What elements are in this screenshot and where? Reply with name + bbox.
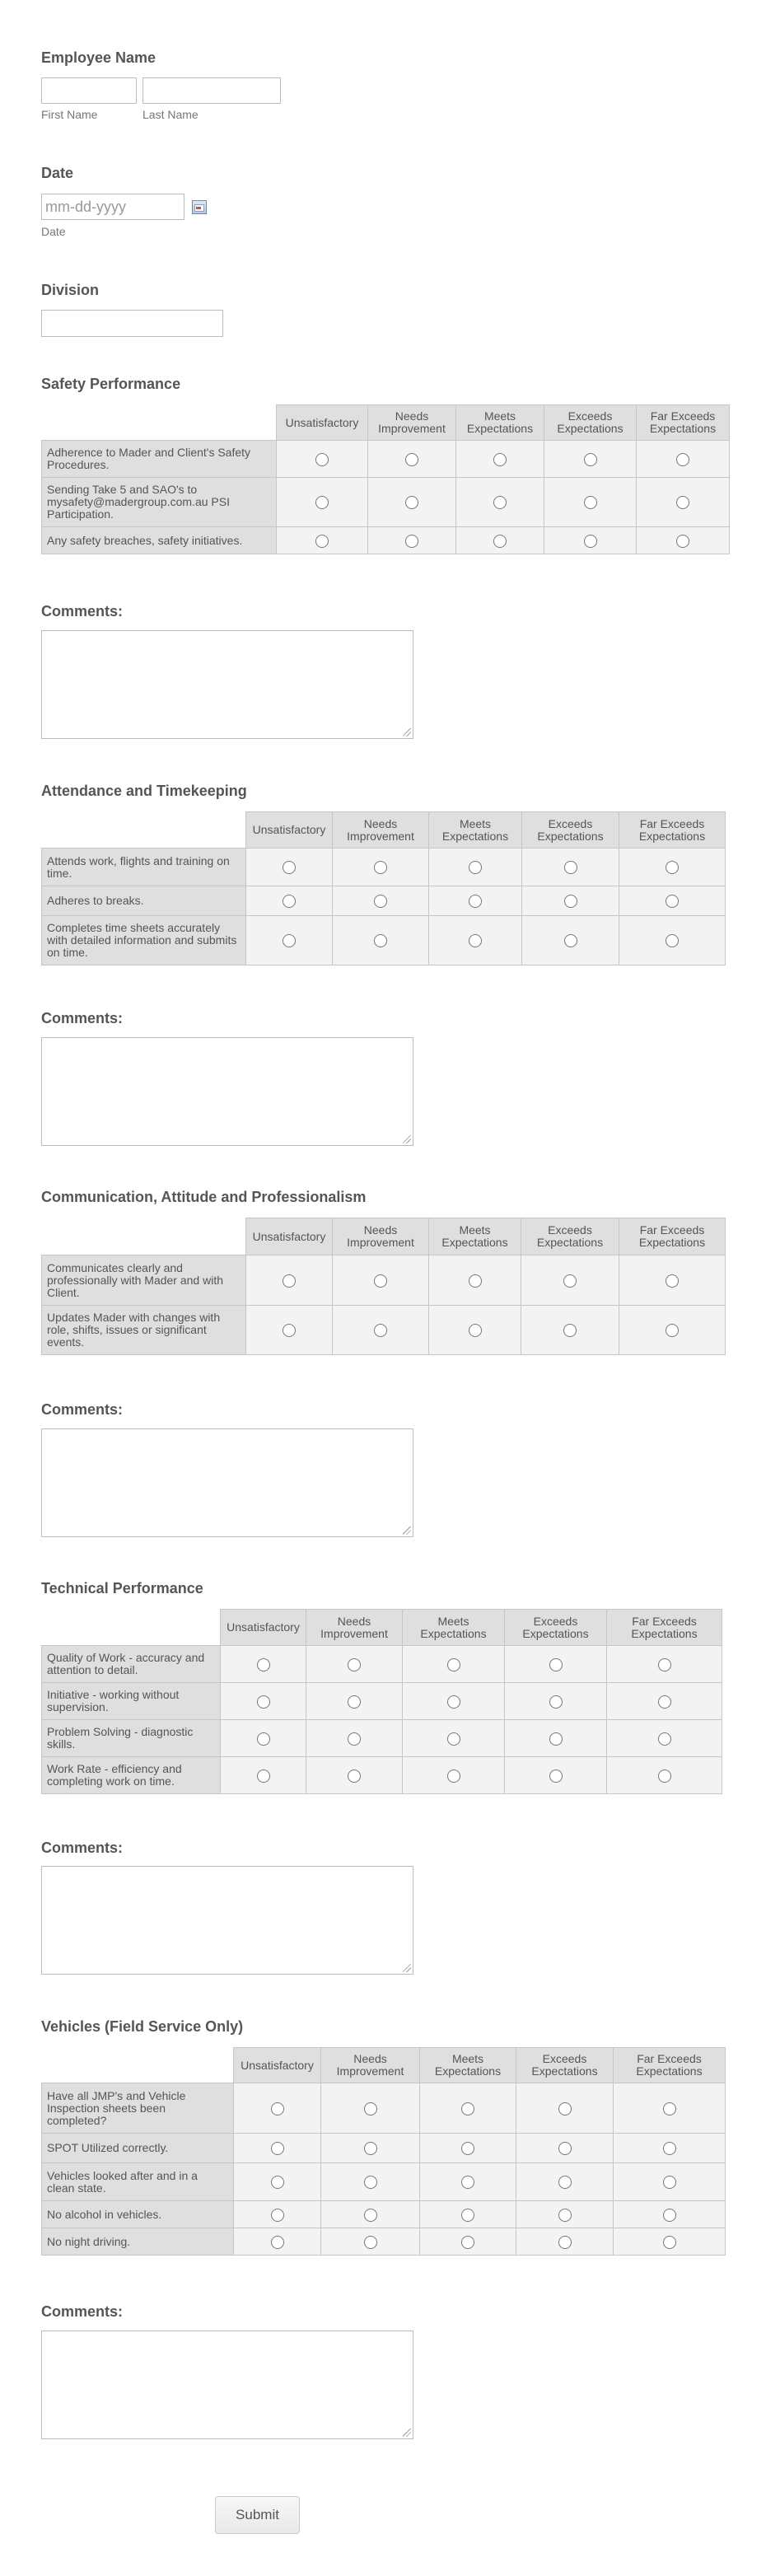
date-sublabel: Date xyxy=(41,225,66,238)
matrix-cell xyxy=(637,441,730,478)
rating-radio[interactable] xyxy=(663,2209,676,2222)
date-placeholder: mm-dd-yyyy xyxy=(45,199,126,215)
matrix-cell xyxy=(333,1255,429,1306)
matrix-row-label: SPOT Utilized correctly. xyxy=(42,2134,234,2163)
rating-radio[interactable] xyxy=(364,2209,377,2222)
matrix-column-header: Unsatisfactory xyxy=(221,1610,306,1646)
rating-radio[interactable] xyxy=(658,1770,671,1783)
matrix-cell xyxy=(522,886,619,916)
rating-radio[interactable] xyxy=(405,535,418,548)
matrix-cell xyxy=(607,1720,722,1757)
matrix-row xyxy=(42,2201,726,2228)
rating-matrix xyxy=(41,404,730,554)
matrix-cell xyxy=(544,527,637,554)
matrix-cell xyxy=(234,2134,321,2163)
matrix-row-label: Vehicles looked after and in a clean state. xyxy=(42,2163,234,2201)
rating-radio[interactable] xyxy=(271,2236,284,2249)
rating-radio[interactable] xyxy=(405,496,418,509)
matrix-cell xyxy=(403,1646,505,1683)
matrix-cell xyxy=(368,478,456,527)
matrix-corner xyxy=(42,2048,234,2083)
matrix-cell xyxy=(614,2228,726,2256)
matrix-cell xyxy=(614,2201,726,2228)
matrix-row xyxy=(42,478,730,527)
rating-radio[interactable] xyxy=(549,1732,563,1746)
section-title: Vehicles (Field Service Only) xyxy=(41,2018,244,2035)
matrix-cell xyxy=(246,849,333,886)
matrix-column-header: Far Exceeds Expectations xyxy=(637,405,730,441)
matrix-row-label: Sending Take 5 and SAO's to mysafety@madergroup.com.au PSI Participation. xyxy=(42,478,277,527)
rating-radio[interactable] xyxy=(493,453,507,466)
rating-radio[interactable] xyxy=(549,1770,563,1783)
matrix-column-header: Needs Improvement xyxy=(306,1610,403,1646)
matrix-column-header: Unsatisfactory xyxy=(277,405,368,441)
rating-radio[interactable] xyxy=(374,861,387,874)
matrix-row-label: No night driving. xyxy=(42,2228,234,2256)
matrix-cell xyxy=(619,1306,726,1355)
rating-radio[interactable] xyxy=(348,1770,361,1783)
matrix-cell xyxy=(221,1757,306,1794)
rating-radio[interactable] xyxy=(558,2142,572,2155)
rating-radio[interactable] xyxy=(348,1732,361,1746)
matrix-corner xyxy=(42,405,277,441)
rating-radio[interactable] xyxy=(666,934,679,947)
matrix-row-label: Updates Mader with changes with role, shifts, issues or significant events. xyxy=(42,1306,246,1355)
matrix-column-header: Exceeds Expectations xyxy=(522,812,619,849)
matrix-column-header: Unsatisfactory xyxy=(246,1218,333,1255)
matrix-cell xyxy=(306,1720,403,1757)
resize-grip-icon[interactable] xyxy=(403,2429,411,2437)
rating-radio[interactable] xyxy=(564,934,577,947)
matrix-cell xyxy=(521,1255,619,1306)
rating-radio[interactable] xyxy=(271,2209,284,2222)
rating-radio[interactable] xyxy=(374,1324,387,1337)
rating-radio[interactable] xyxy=(584,535,597,548)
matrix-column-header: Meets Expectations xyxy=(420,2048,516,2083)
section-title: Safety Performance xyxy=(41,376,181,392)
rating-radio[interactable] xyxy=(461,2209,474,2222)
rating-radio[interactable] xyxy=(447,1732,460,1746)
matrix-cell xyxy=(456,441,544,478)
matrix-cell xyxy=(221,1646,306,1683)
matrix-cell xyxy=(522,849,619,886)
matrix-cell xyxy=(306,1646,403,1683)
matrix-cell xyxy=(429,886,522,916)
matrix-cell xyxy=(516,2134,614,2163)
rating-radio[interactable] xyxy=(364,2176,377,2189)
matrix-row xyxy=(42,1646,722,1683)
matrix-row-label: Attends work, flights and training on time. xyxy=(42,849,246,886)
matrix-row-label: Adherence to Mader and Client's Safety Procedures. xyxy=(42,441,277,478)
first-name-input[interactable] xyxy=(41,77,137,104)
matrix-cell xyxy=(246,1255,333,1306)
matrix-cell xyxy=(403,1757,505,1794)
rating-radio[interactable] xyxy=(257,1770,270,1783)
matrix-row xyxy=(42,1255,726,1306)
rating-radio[interactable] xyxy=(461,2236,474,2249)
rating-radio[interactable] xyxy=(658,1658,671,1671)
matrix-row-label: Have all JMP's and Vehicle Inspection sheets been completed? xyxy=(42,2083,234,2134)
rating-radio[interactable] xyxy=(658,1732,671,1746)
comments-textarea[interactable] xyxy=(41,1037,413,1146)
rating-radio[interactable] xyxy=(364,2142,377,2155)
comments-textarea[interactable] xyxy=(41,630,413,739)
rating-radio[interactable] xyxy=(283,934,296,947)
rating-radio[interactable] xyxy=(549,1695,563,1709)
matrix-cell xyxy=(516,2163,614,2201)
rating-radio[interactable] xyxy=(447,1695,460,1709)
section-title: Communication, Attitude and Professionalism xyxy=(41,1189,367,1205)
matrix-cell xyxy=(403,1720,505,1757)
rating-radio[interactable] xyxy=(564,895,577,908)
date-input[interactable] xyxy=(41,194,184,220)
matrix-cell xyxy=(420,2228,516,2256)
matrix-column-header: Meets Expectations xyxy=(403,1610,505,1646)
comments-textarea[interactable] xyxy=(41,2331,413,2439)
rating-radio[interactable] xyxy=(584,453,597,466)
rating-matrix xyxy=(41,811,726,965)
matrix-cell xyxy=(429,849,522,886)
matrix-cell xyxy=(277,441,368,478)
matrix-cell xyxy=(321,2228,420,2256)
matrix-column-header: Exceeds Expectations xyxy=(544,405,637,441)
rating-matrix xyxy=(41,2047,726,2256)
rating-radio[interactable] xyxy=(666,861,679,874)
matrix-row-label: Work Rate - efficiency and completing work on time. xyxy=(42,1757,221,1794)
matrix-column-header: Unsatisfactory xyxy=(246,812,333,849)
matrix-row xyxy=(42,2134,726,2163)
matrix-cell xyxy=(420,2201,516,2228)
matrix-cell xyxy=(333,849,429,886)
matrix-cell xyxy=(614,2083,726,2134)
matrix-column-header: Needs Improvement xyxy=(368,405,456,441)
comments-textarea[interactable] xyxy=(41,1428,413,1537)
matrix-row xyxy=(42,2163,726,2201)
matrix-column-header: Far Exceeds Expectations xyxy=(619,1218,726,1255)
comments-label: Comments: xyxy=(41,1010,124,1026)
rating-radio[interactable] xyxy=(315,496,329,509)
last-name-input[interactable] xyxy=(142,77,281,104)
matrix-cell xyxy=(321,2163,420,2201)
matrix-cell xyxy=(505,1646,607,1683)
rating-radio[interactable] xyxy=(549,1658,563,1671)
matrix-row-label: Communicates clearly and professionally with Mader and with Client. xyxy=(42,1255,246,1306)
matrix-cell xyxy=(246,1306,333,1355)
rating-radio[interactable] xyxy=(676,535,689,548)
comments-label: Comments: xyxy=(41,1840,124,1856)
matrix-cell xyxy=(516,2083,614,2134)
matrix-row-label: Problem Solving - diagnostic skills. xyxy=(42,1720,221,1757)
matrix-row xyxy=(42,2228,726,2256)
matrix-cell xyxy=(306,1757,403,1794)
matrix-cell xyxy=(403,1683,505,1720)
matrix-cell xyxy=(333,886,429,916)
comments-label: Comments: xyxy=(41,2303,124,2320)
matrix-cell xyxy=(619,849,726,886)
rating-radio[interactable] xyxy=(469,1324,482,1337)
rating-radio[interactable] xyxy=(271,2142,284,2155)
rating-radio[interactable] xyxy=(315,453,329,466)
rating-radio[interactable] xyxy=(374,895,387,908)
matrix-row xyxy=(42,1306,726,1355)
matrix-cell xyxy=(429,1306,521,1355)
matrix-column-header: Far Exceeds Expectations xyxy=(607,1610,722,1646)
matrix-cell xyxy=(234,2201,321,2228)
rating-radio[interactable] xyxy=(469,934,482,947)
matrix-cell xyxy=(456,478,544,527)
matrix-cell xyxy=(234,2163,321,2201)
matrix-cell xyxy=(516,2201,614,2228)
rating-radio[interactable] xyxy=(558,2236,572,2249)
matrix-cell xyxy=(429,916,522,965)
rating-radio[interactable] xyxy=(348,1658,361,1671)
matrix-row xyxy=(42,886,726,916)
calendar-icon[interactable] xyxy=(192,200,207,214)
matrix-cell xyxy=(321,2083,420,2134)
matrix-corner xyxy=(42,812,246,849)
rating-radio[interactable] xyxy=(558,2176,572,2189)
rating-radio[interactable] xyxy=(257,1732,270,1746)
matrix-cell xyxy=(221,1720,306,1757)
matrix-cell xyxy=(516,2228,614,2256)
matrix-cell xyxy=(429,1255,521,1306)
section-title: Technical Performance xyxy=(41,1580,203,1597)
matrix-column-header: Exceeds Expectations xyxy=(505,1610,607,1646)
rating-radio[interactable] xyxy=(663,2102,676,2115)
matrix-cell xyxy=(505,1757,607,1794)
matrix-cell xyxy=(321,2201,420,2228)
matrix-cell xyxy=(420,2134,516,2163)
matrix-cell xyxy=(619,916,726,965)
rating-radio[interactable] xyxy=(283,895,296,908)
matrix-cell xyxy=(420,2163,516,2201)
rating-radio[interactable] xyxy=(447,1770,460,1783)
matrix-row-label: No alcohol in vehicles. xyxy=(42,2201,234,2228)
rating-radio[interactable] xyxy=(676,453,689,466)
rating-radio[interactable] xyxy=(364,2236,377,2249)
rating-radio[interactable] xyxy=(364,2102,377,2115)
matrix-cell xyxy=(637,527,730,554)
rating-radio[interactable] xyxy=(283,1324,296,1337)
comments-label: Comments: xyxy=(41,603,124,619)
rating-radio[interactable] xyxy=(666,1274,679,1288)
matrix-column-header: Unsatisfactory xyxy=(234,2048,321,2083)
rating-radio[interactable] xyxy=(283,1274,296,1288)
rating-matrix xyxy=(41,1609,722,1794)
matrix-cell xyxy=(456,527,544,554)
matrix-cell xyxy=(277,478,368,527)
matrix-cell xyxy=(521,1306,619,1355)
matrix-cell xyxy=(306,1683,403,1720)
rating-radio[interactable] xyxy=(666,1324,679,1337)
rating-radio[interactable] xyxy=(257,1658,270,1671)
rating-radio[interactable] xyxy=(493,535,507,548)
matrix-row-label: Adheres to breaks. xyxy=(42,886,246,916)
section-title: Attendance and Timekeeping xyxy=(41,783,247,799)
rating-radio[interactable] xyxy=(271,2176,284,2189)
rating-radio[interactable] xyxy=(257,1695,270,1709)
matrix-row xyxy=(42,1683,722,1720)
rating-radio[interactable] xyxy=(405,453,418,466)
last-name-sublabel: Last Name xyxy=(142,108,199,121)
matrix-cell xyxy=(614,2163,726,2201)
matrix-row-label: Completes time sheets accurately with detailed information and submits on time. xyxy=(42,916,246,965)
matrix-cell xyxy=(420,2083,516,2134)
matrix-column-header: Exceeds Expectations xyxy=(521,1218,619,1255)
matrix-cell xyxy=(614,2134,726,2163)
division-input[interactable] xyxy=(41,310,223,337)
rating-radio[interactable] xyxy=(563,1324,577,1337)
rating-radio[interactable] xyxy=(563,1274,577,1288)
matrix-cell xyxy=(619,1255,726,1306)
matrix-column-header: Meets Expectations xyxy=(429,1218,521,1255)
rating-radio[interactable] xyxy=(315,535,329,548)
matrix-row xyxy=(42,1720,722,1757)
submit-button[interactable]: Submit xyxy=(215,2496,300,2534)
rating-radio[interactable] xyxy=(469,1274,482,1288)
matrix-cell xyxy=(607,1757,722,1794)
rating-radio[interactable] xyxy=(283,861,296,874)
matrix-cell xyxy=(333,916,429,965)
matrix-row-label: Initiative - working without supervision. xyxy=(42,1683,221,1720)
matrix-row-label: Any safety breaches, safety initiatives. xyxy=(42,527,277,554)
matrix-cell xyxy=(619,886,726,916)
comments-label: Comments: xyxy=(41,1401,124,1418)
rating-radio[interactable] xyxy=(676,496,689,509)
matrix-row xyxy=(42,441,730,478)
matrix-cell xyxy=(221,1683,306,1720)
matrix-cell xyxy=(607,1683,722,1720)
matrix-cell xyxy=(522,916,619,965)
matrix-column-header: Needs Improvement xyxy=(333,1218,429,1255)
rating-matrix xyxy=(41,1218,726,1355)
matrix-cell xyxy=(637,478,730,527)
rating-radio[interactable] xyxy=(447,1658,460,1671)
matrix-cell xyxy=(368,527,456,554)
date-label: Date xyxy=(41,165,74,181)
rating-radio[interactable] xyxy=(374,1274,387,1288)
matrix-corner xyxy=(42,1610,221,1646)
matrix-cell xyxy=(277,527,368,554)
rating-radio[interactable] xyxy=(658,1695,671,1709)
matrix-column-header: Far Exceeds Expectations xyxy=(619,812,726,849)
matrix-cell xyxy=(544,441,637,478)
matrix-cell xyxy=(368,441,456,478)
matrix-cell xyxy=(505,1683,607,1720)
rating-radio[interactable] xyxy=(564,861,577,874)
matrix-column-header: Far Exceeds Expectations xyxy=(614,2048,726,2083)
matrix-cell xyxy=(505,1720,607,1757)
rating-radio[interactable] xyxy=(461,2102,474,2115)
division-label: Division xyxy=(41,282,100,298)
matrix-cell xyxy=(607,1646,722,1683)
matrix-cell xyxy=(246,916,333,965)
resize-grip-icon[interactable] xyxy=(403,1135,411,1143)
matrix-column-header: Needs Improvement xyxy=(333,812,429,849)
rating-radio[interactable] xyxy=(663,2176,676,2189)
matrix-column-header: Exceeds Expectations xyxy=(516,2048,614,2083)
matrix-row xyxy=(42,527,730,554)
matrix-cell xyxy=(333,1306,429,1355)
rating-radio[interactable] xyxy=(666,895,679,908)
rating-radio[interactable] xyxy=(663,2142,676,2155)
rating-radio[interactable] xyxy=(663,2236,676,2249)
matrix-row xyxy=(42,849,726,886)
matrix-corner xyxy=(42,1218,246,1255)
rating-radio[interactable] xyxy=(558,2102,572,2115)
rating-radio[interactable] xyxy=(469,895,482,908)
comments-textarea[interactable] xyxy=(41,1866,413,1975)
rating-radio[interactable] xyxy=(461,2176,474,2189)
matrix-cell xyxy=(234,2083,321,2134)
rating-radio[interactable] xyxy=(348,1695,361,1709)
matrix-cell xyxy=(234,2228,321,2256)
first-name-sublabel: First Name xyxy=(41,108,98,121)
matrix-row xyxy=(42,2083,726,2134)
resize-grip-icon[interactable] xyxy=(403,728,411,736)
matrix-cell xyxy=(246,886,333,916)
matrix-cell xyxy=(544,478,637,527)
rating-radio[interactable] xyxy=(271,2102,284,2115)
matrix-column-header: Meets Expectations xyxy=(456,405,544,441)
matrix-row-label: Quality of Work - accuracy and attention to detail. xyxy=(42,1646,221,1683)
resize-grip-icon[interactable] xyxy=(403,1964,411,1972)
rating-radio[interactable] xyxy=(374,934,387,947)
rating-radio[interactable] xyxy=(469,861,482,874)
employee-name-label: Employee Name xyxy=(41,49,156,66)
matrix-row xyxy=(42,1757,722,1794)
rating-radio[interactable] xyxy=(584,496,597,509)
rating-radio[interactable] xyxy=(493,496,507,509)
matrix-column-header: Meets Expectations xyxy=(429,812,522,849)
matrix-cell xyxy=(321,2134,420,2163)
rating-radio[interactable] xyxy=(558,2209,572,2222)
rating-radio[interactable] xyxy=(461,2142,474,2155)
matrix-row xyxy=(42,916,726,965)
matrix-column-header: Needs Improvement xyxy=(321,2048,420,2083)
resize-grip-icon[interactable] xyxy=(403,1526,411,1535)
